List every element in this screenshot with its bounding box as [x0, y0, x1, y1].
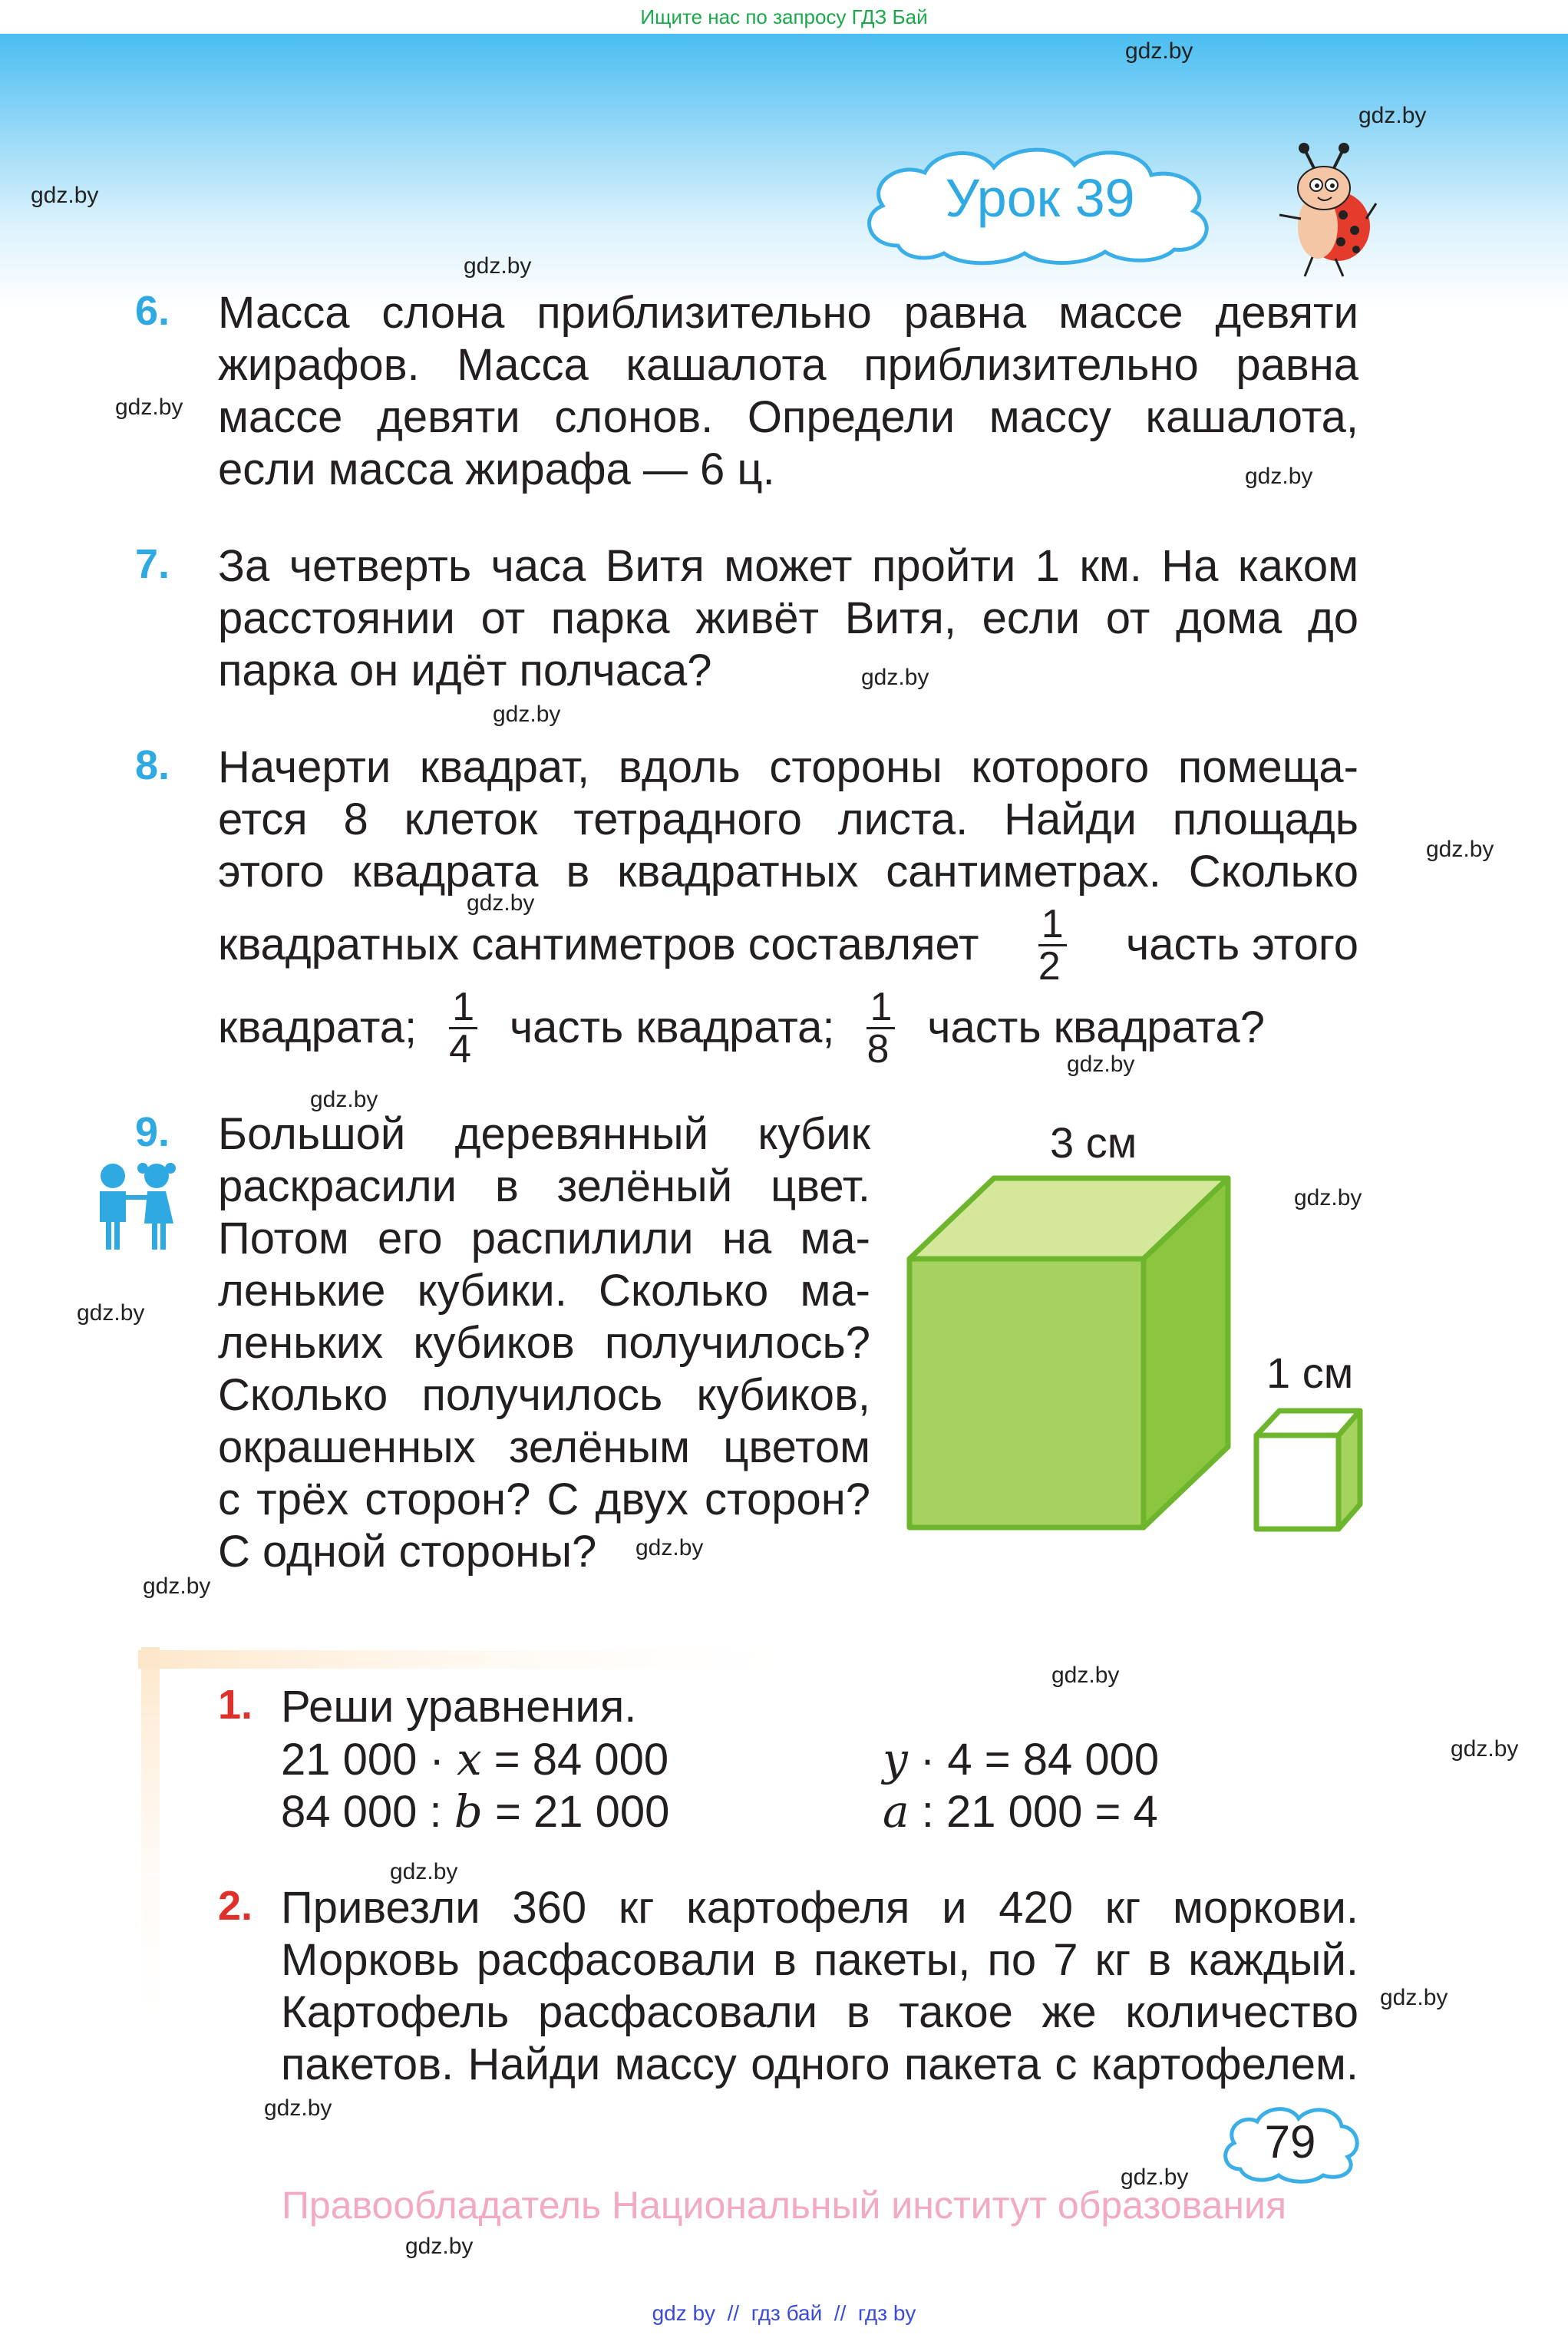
watermark[interactable]: gdz.by [635, 1535, 704, 1560]
task-9-line: ленькие кубики. Сколько ма- [218, 1266, 870, 1316]
watermark[interactable]: gdz.by [115, 395, 183, 420]
watermark[interactable]: gdz.by [1294, 1185, 1362, 1210]
equation-variable: x [456, 1733, 482, 1785]
task-8-line-fraction [218, 903, 1358, 987]
watermark[interactable]: gdz.by [1451, 1736, 1519, 1762]
watermark[interactable]: gdz.by [467, 890, 535, 916]
fraction-denominator: 4 [449, 1026, 472, 1072]
fraction-denominator: 8 [867, 1026, 890, 1072]
review-2-line: пакетов. Найди массу одного пакета с картофелем. [281, 2039, 1358, 2089]
equation-text: = 21 000 [495, 1787, 670, 1837]
big-cube-label: 3 см [1050, 1118, 1137, 1167]
ladybug-icon [1270, 142, 1378, 280]
copyright-notice: Правообладатель Национальный институт образования [281, 2184, 1287, 2227]
task-8-text: квадратных сантиметров составляет [218, 920, 979, 969]
review-1-heading: Реши уравнения. [281, 1682, 637, 1732]
task-number-6: 6. [135, 288, 170, 334]
task-number-8: 8. [135, 742, 170, 788]
watermark[interactable]: gdz.by [1358, 103, 1427, 128]
fraction-one-half [1038, 901, 1067, 989]
footer-links[interactable]: gdz by // гдз бай // гдз by [652, 2301, 916, 2325]
task-7-line: расстоянии от парка живёт Витя, если от дома до [218, 593, 1358, 643]
watermark[interactable]: gdz.by [1051, 1663, 1120, 1688]
watermark[interactable]: gdz.by [77, 1300, 145, 1326]
watermark[interactable]: gdz.by [1067, 1052, 1135, 1077]
task-8-line: ется 8 клеток тетрадного листа. Найди площадь [218, 794, 1358, 844]
task-number-7: 7. [135, 541, 170, 587]
watermark[interactable]: gdz.by [861, 665, 929, 690]
task-8-line: Начерти квадрат, вдоль стороны которого помеща- [218, 742, 1358, 792]
equation-text: : 21 000 = 4 [921, 1787, 1158, 1837]
equation-text: = 84 000 [494, 1735, 669, 1785]
fraction-one-eighth [867, 984, 895, 1072]
task-9-line: раскрасили в зелёный цвет. [218, 1161, 870, 1211]
watermark[interactable]: gdz.by [1380, 1985, 1448, 2010]
watermark[interactable]: gdz.by [1121, 2165, 1189, 2190]
review-2-line: Привезли 360 кг картофеля и 420 кг моркови. [281, 1883, 1358, 1933]
equation-text: 21 000 · [281, 1735, 444, 1785]
task-6-line: если масса жирафа — 6 ц. [218, 444, 775, 494]
children-icon [86, 1159, 186, 1251]
equation-variable: y [883, 1733, 908, 1785]
big-cube [906, 1174, 1243, 1535]
task-9-line: окрашенных зелёным цветом [218, 1422, 870, 1472]
task-9-line: с трёх сторон? С двух сторон? [218, 1474, 870, 1524]
equation-variable: b [454, 1785, 483, 1838]
task-7-line: парка он идёт полчаса? [218, 646, 712, 695]
fraction-numerator: 1 [449, 987, 477, 1029]
top-banner[interactable]: Ищите нас по запросу ГДЗ Бай [0, 0, 1568, 34]
task-6-line: жирафов. Масса кашалота приблизительно равна [218, 340, 1358, 390]
equation-2 [883, 1733, 1159, 1786]
task-8-line: этого квадрата в квадратных сантиметрах. Сколько [218, 847, 1358, 897]
equation-variable: a [883, 1785, 909, 1838]
fraction-numerator: 1 [867, 987, 895, 1029]
equation-3 [281, 1785, 669, 1838]
review-2-line: Картофель расфасовали в такое же количество [281, 1987, 1358, 2037]
equation-text: · 4 = 84 000 [919, 1735, 1160, 1785]
watermark[interactable]: gdz.by [1245, 464, 1313, 489]
review-2-line: Морковь расфасовали в пакеты, по 7 кг в каждый. [281, 1935, 1358, 1985]
task-9-line: Большой деревянный кубик [218, 1109, 870, 1159]
task-6-line: Масса слона приблизительно равна массе девяти [218, 288, 1358, 338]
task-7-line: За четверть часа Витя может пройти 1 км. На каком [218, 541, 1358, 591]
watermark[interactable]: gdz.by [264, 2095, 332, 2121]
equation-text: 84 000 : [281, 1787, 442, 1837]
watermark[interactable]: gdz.by [143, 1574, 211, 1599]
equation-1 [281, 1733, 668, 1786]
watermark[interactable]: gdz.by [390, 1859, 458, 1884]
task-8-text: часть квадрата; [509, 1002, 835, 1052]
watermark[interactable]: gdz.by [310, 1087, 378, 1112]
task-6-line: массе девяти слонов. Определи массу кашалота, [218, 392, 1358, 442]
fraction-one-quarter [449, 984, 477, 1072]
small-cube [1253, 1405, 1366, 1535]
watermark[interactable]: gdz.by [1125, 38, 1193, 64]
task-8-text: часть этого [1125, 920, 1358, 969]
task-9-line: леньких кубиков получилось? [218, 1318, 870, 1368]
task-9-line: С одной стороны? [218, 1527, 597, 1577]
fraction-numerator: 1 [1038, 904, 1067, 946]
watermark[interactable]: gdz.by [405, 2234, 474, 2259]
watermark[interactable]: gdz.by [464, 253, 532, 279]
task-number-9: 9. [135, 1109, 170, 1155]
fraction-denominator: 2 [1038, 943, 1061, 989]
lesson-title: Урок 39 [945, 168, 1135, 228]
equation-4 [883, 1785, 1158, 1838]
review-number-1: 1. [218, 1682, 253, 1728]
task-9-line: Потом его распилили на ма- [218, 1214, 870, 1263]
small-cube-label: 1 см [1266, 1349, 1354, 1397]
watermark[interactable]: gdz.by [1426, 837, 1494, 862]
watermark[interactable]: gdz.by [31, 183, 99, 208]
task-9-line: Сколько получилось кубиков, [218, 1370, 870, 1420]
task-8-line-fraction [218, 986, 1265, 1070]
task-8-text: часть квадрата? [927, 1002, 1265, 1052]
review-number-2: 2. [218, 1883, 253, 1929]
watermark[interactable]: gdz.by [493, 702, 561, 727]
task-8-text: квадрата; [218, 1002, 418, 1052]
page-number: 79 [1264, 2116, 1316, 2168]
